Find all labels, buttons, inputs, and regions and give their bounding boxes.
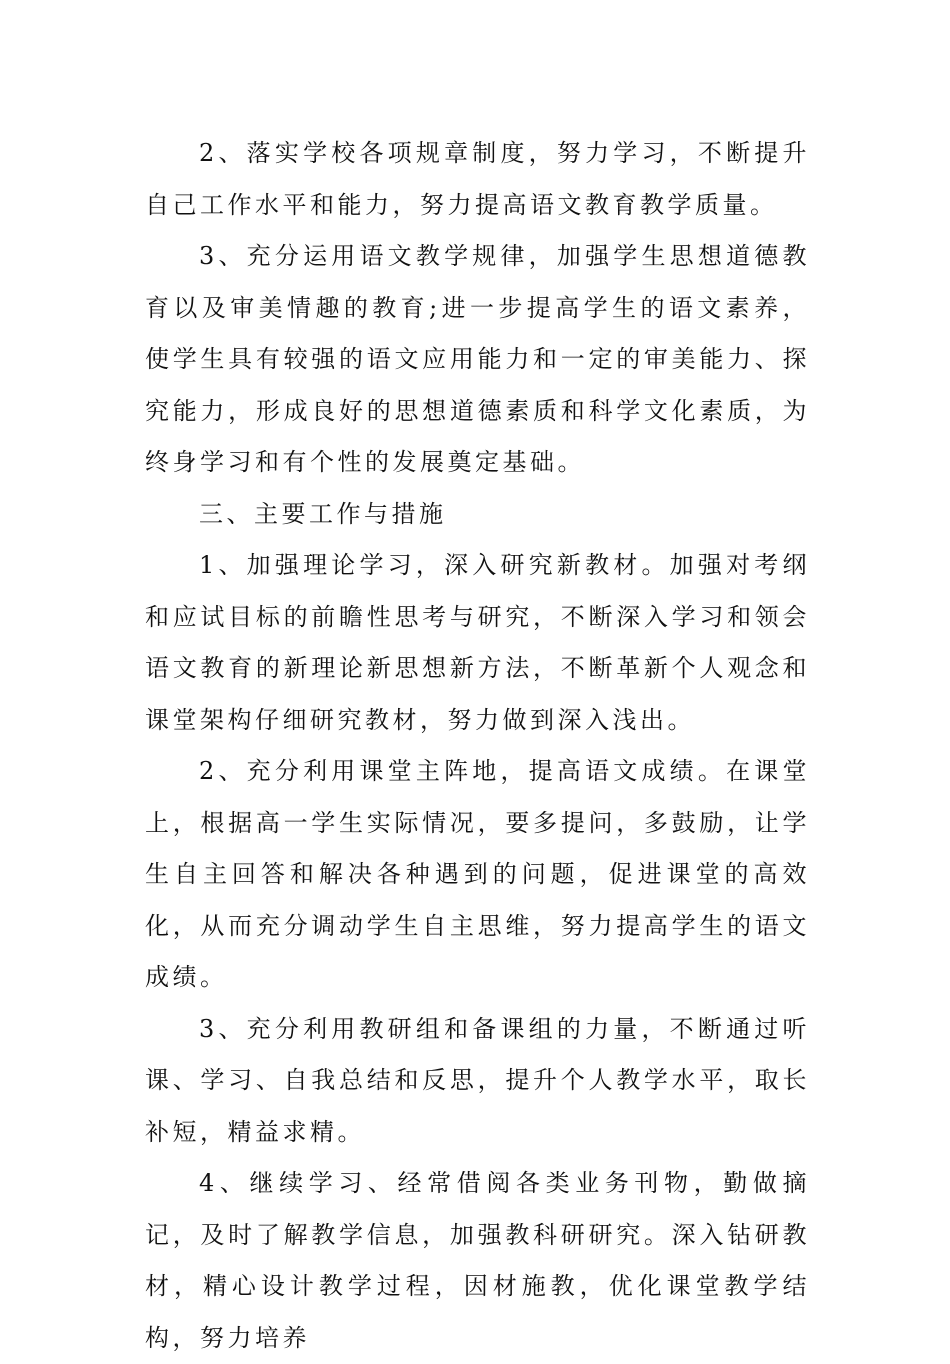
paragraph-classroom: 2、充分利用课堂主阵地，提高语文成绩。在课堂上，根据高一学生实际情况，要多提问，多鼓励，让学生自主回答和解决各种遇到的问题，促进课堂的高效化，从而充分调动学生自主思维，努力提高学生的语文成绩。: [145, 757, 810, 991]
document-body: [145, 128, 810, 1364]
paragraph-theory-study: 1、加强理论学习，深入研究新教材。加强对考纲和应试目标的前瞻性思考与研究，不断深入学习和领会语文教育的新理论新思想新方法，不断革新个人观念和课堂架构仔细研究教材，努力做到深入浅出。: [145, 551, 810, 734]
paragraph-rules: 2、落实学校各项规章制度，努力学习，不断提升自己工作水平和能力，努力提高语文教育教学质量。: [145, 139, 810, 219]
paragraph-teaching-law: 3、充分运用语文教学规律，加强学生思想道德教育以及审美情趣的教育;进一步提高学生的语文素养，使学生具有较强的语文应用能力和一定的审美能力、探究能力，形成良好的思想道德素质和科学文化素质，为终身学习和有个性的发展奠定基础。: [145, 242, 810, 476]
paragraph-continue-learning: 4、继续学习、经常借阅各类业务刊物，勤做摘记，及时了解教学信息，加强教科研研究。深入钻研教材，精心设计教学过程，因材施教，优化课堂教学结构，努力培养: [145, 1169, 810, 1352]
section-heading: 三、主要工作与措施: [199, 499, 447, 528]
paragraph-research-group: 3、充分利用教研组和备课组的力量，不断通过听课、学习、自我总结和反思，提升个人教学水平，取长补短，精益求精。: [145, 1014, 810, 1146]
